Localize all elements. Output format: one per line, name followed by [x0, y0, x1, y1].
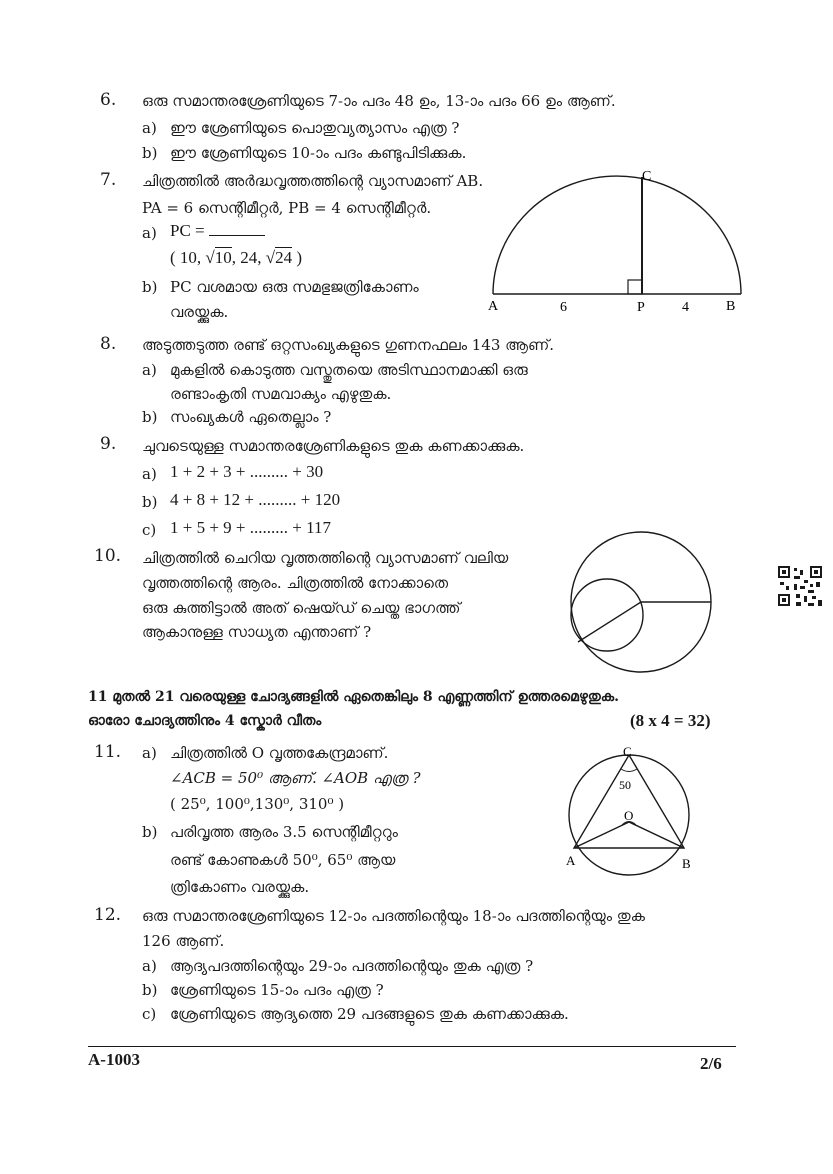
section-score-note: ഓരോ ചോദ്യത്തിനും 4 സ്കോർ വീതം — [88, 713, 322, 729]
angle-aob-lines — [574, 822, 684, 848]
subpart-label: c) — [142, 1005, 157, 1023]
diameter-line — [578, 602, 641, 642]
subpart-label: b) — [142, 144, 158, 162]
subpart-label: a) — [142, 465, 157, 483]
subpart-text: ശ്രേണിയുടെ 15-ാം പദം എത്ര ? — [170, 981, 384, 999]
subpart-label: b) — [142, 408, 158, 426]
question-number: 10. — [94, 546, 122, 566]
question-text: 126 ആണ്. — [142, 932, 225, 950]
subpart-text: രണ്ടാംകൃതി സമവാക്യം എഴുതുക. — [170, 385, 392, 403]
subpart-label: c) — [142, 521, 157, 539]
angle-arc-c — [621, 769, 637, 772]
question-text: ഒരു കുത്തിട്ടാൽ അത് ഷെയ്ഡ് ചെയ്ത ഭാഗത്ത് — [142, 599, 461, 617]
question-text: ചിത്രത്തിൽ ചെറിയ വൃത്തത്തിന്റെ വ്യാസമാണ് വലിയ — [142, 549, 509, 567]
subpart-label: a) — [142, 224, 157, 242]
subpart-text: സംഖ്യകൾ ഏതെല്ലാം ? — [170, 408, 332, 426]
subpart-label: b) — [142, 981, 158, 999]
subpart-label: a) — [142, 957, 157, 975]
point-label-c: C — [623, 744, 632, 759]
question-number: 8. — [100, 334, 117, 354]
subpart-label: b) — [142, 493, 158, 511]
center-label-o: O — [624, 808, 634, 823]
subpart-label: a) — [142, 119, 157, 137]
answer-options: ( 25⁰, 100⁰,130⁰, 310⁰ ) — [170, 795, 345, 813]
point-label-b: B — [726, 299, 736, 314]
right-angle-mark — [628, 280, 642, 294]
section-marks: (8 x 4 = 32) — [630, 711, 711, 730]
series-expression: 1 + 5 + 9 + ......... + 117 — [170, 518, 331, 537]
paper-code: A-1003 — [88, 1050, 140, 1069]
subpart-text: ചിത്രത്തിൽ O വൃത്തകേന്ദ്രമാണ്. — [170, 744, 389, 762]
series-expression: 4 + 8 + 12 + ......... + 120 — [170, 490, 341, 509]
semicircle-figure — [480, 160, 750, 320]
question-text: ചിത്രത്തിൽ അർദ്ധവൃത്തത്തിന്റെ വ്യാസമാണ് AB. — [142, 172, 484, 190]
point-label-c: C — [642, 169, 652, 184]
subpart-label: a) — [142, 361, 157, 379]
length-label-pa: 6 — [560, 300, 567, 315]
subpart-text: ആദ്യപദത്തിന്റെയും 29-ാം പദത്തിന്റെയും തുക എത്ര ? — [170, 957, 534, 975]
subpart-label: b) — [142, 823, 158, 841]
question-text: ഒരു സമാന്തരശ്രേണിയുടെ 12-ാം പദത്തിന്റെയും 18-ാം പദത്തിന്റെയും തുക — [142, 907, 645, 925]
question-text: അടുത്തടുത്ത രണ്ട് ഒറ്റസംഖ്യകളുടെ ഗുണനഫലം 143 ആണ്. — [142, 336, 555, 354]
question-text: വൃത്തത്തിന്റെ ആരം. ചിത്രത്തിൽ നോക്കാതെ — [142, 574, 449, 592]
answer-blank — [209, 221, 265, 236]
point-label-a: A — [488, 299, 499, 314]
subpart-label: b) — [142, 278, 158, 296]
subpart-text: ത്രികോണം വരയ്ക്കുക. — [170, 878, 310, 896]
answer-options: ( 10, √10, 24, √24 ) — [170, 248, 303, 267]
angle-label-50: 50 — [619, 778, 631, 792]
subpart-label: a) — [142, 744, 157, 762]
subpart-text: പരിവൃത്ത ആരം 3.5 സെന്റിമീറ്ററും — [170, 823, 398, 841]
semicircle-arc — [493, 176, 741, 294]
question-text: ആകാനുള്ള സാധ്യത എന്താണ് ? — [142, 623, 372, 641]
question-number: 7. — [100, 170, 117, 190]
question-text: ഒരു സമാന്തരശ്രേണിയുടെ 7-ാം പദം 48 ഉം, 13-ാം പദം 66 ഉം ആണ്. — [142, 92, 616, 110]
question-number: 9. — [100, 434, 117, 454]
point-label-a: A — [566, 853, 576, 868]
subpart-text: മുകളിൽ കൊടുത്ത വസ്തുതയെ അടിസ്ഥാനമാക്കി ഒരു — [170, 361, 528, 379]
question-text: ചുവടെയുള്ള സമാന്തരശ്രേണികളുടെ തുക കണക്കാക്കുക. — [142, 437, 525, 455]
subpart-text: ∠ACB = 50⁰ ആണ്. ∠AOB എത്ര ? — [170, 769, 421, 787]
point-label-p: P — [637, 300, 645, 315]
series-expression: 1 + 2 + 3 + ......... + 30 — [170, 462, 324, 481]
subpart-text: PC വശമായ ഒരു സമഭുജത്രികോണം — [170, 278, 419, 296]
question-number: 6. — [100, 90, 117, 110]
circles-figure — [565, 530, 725, 680]
subpart-text: വരയ്ക്കുക. — [170, 303, 229, 321]
subpart-text: ശ്രേണിയുടെ ആദ്യത്തെ 29 പദങ്ങളുടെ തുക കണക്കാക്കുക. — [170, 1005, 569, 1023]
sqrt-symbol: √ — [205, 248, 215, 267]
qr-code-icon — [778, 566, 824, 608]
sqrt-symbol: √ — [265, 248, 276, 267]
section-instruction: 11 മുതൽ 21 വരെയുള്ള ചോദ്യങ്ങളിൽ ഏതെങ്കിലും 8 എണ്ണത്തിന് ഉത്തരമെഴുതുക. — [88, 689, 620, 705]
inscribed-angle-figure — [560, 742, 710, 877]
question-number: 12. — [94, 905, 122, 925]
length-label-pb: 4 — [682, 300, 689, 315]
subpart-text: ഈ ശ്രേണിയുടെ പൊതുവ്യത്യാസം എത്ര ? — [170, 119, 460, 137]
question-number: 11. — [94, 742, 122, 762]
footer-rule — [88, 1046, 736, 1047]
page-number: 2/6 — [700, 1054, 722, 1073]
subpart-text: ഈ ശ്രേണിയുടെ 10-ാം പദം കണ്ടുപിടിക്കുക. — [170, 144, 467, 162]
subpart-text: രണ്ട് കോണുകൾ 50⁰, 65⁰ ആയ — [170, 851, 396, 869]
point-label-b: B — [682, 856, 691, 871]
subpart-text: PC = — [170, 221, 265, 241]
question-text: PA = 6 സെന്റിമീറ്റർ, PB = 4 സെന്റിമീറ്റർ. — [142, 199, 432, 217]
